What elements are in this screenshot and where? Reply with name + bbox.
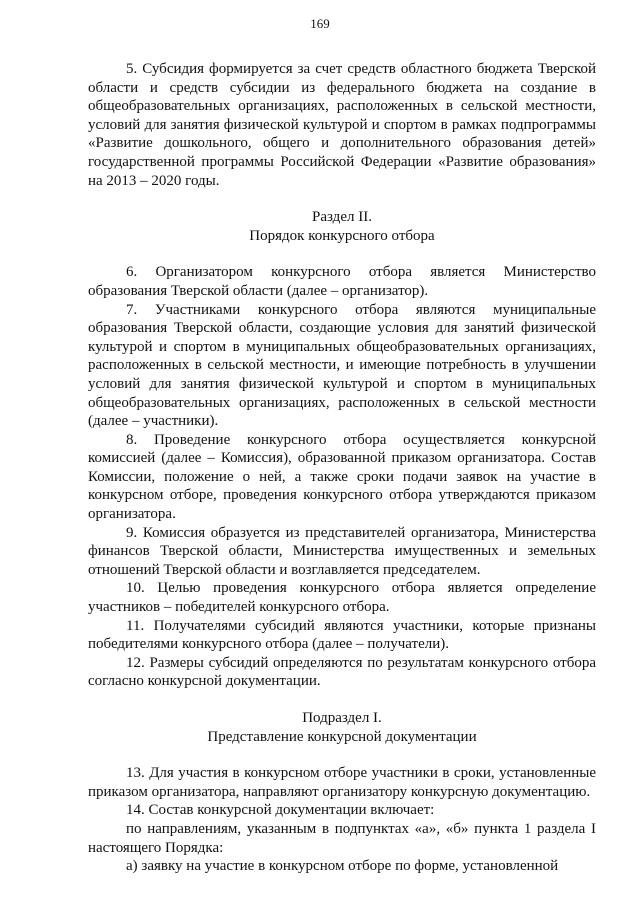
paragraph-12: 12. Размеры субсидий определяются по результатам конкурсного отбора согласно конкурсной документации.	[88, 654, 596, 690]
document-body	[88, 60, 596, 876]
paragraph-13: 13. Для участия в конкурсном отборе участники в сроки, установленные приказом организатора, направляют организатору конкурсную документацию.	[88, 765, 596, 800]
paragraph-5: 5. Субсидия формируется за счет средств областного бюджета Тверской области и средств субсидии из федерального бюджета на создание в общеобразовательных организациях, расположенных в сельской местности, условий для занятия физической культурой и спортом в рамках подпрограммы «Развитие дошкольного, общего и дополнительного образования детей» государственной программы Российской Федерации «Развитие образования» на 2013 – 2020 годы.	[88, 61, 596, 189]
paragraph-14-intro: по направлениям, указанным в подпунктах «а», «б» пункта 1 раздела I настоящего Порядка:	[88, 820, 596, 856]
spacer	[88, 245, 596, 263]
paragraph-11: 11. Получателями субсидий являются участники, которые признаны победителями конкурсного отбора (далее – получатели).	[88, 617, 596, 653]
paragraph-14-a: а) заявку на участие в конкурсном отборе по форме, установленной	[126, 858, 559, 875]
paragraph-8: 8. Проведение конкурсного отбора осуществляется конкурсной комиссией (далее – Комиссия), образованной приказом организатора. Состав Комиссии, положение о ней, а также сроки подачи заявок на участие в конкурсном отборе, проведения конкурсного отбора утверждаются приказом организатора.	[88, 431, 596, 523]
paragraph-7: 7. Участниками конкурсного отбора являются муниципальные образования Тверской области, создающие условия для занятий физической культурой и спортом в муниципальных общеобразовательных организациях, расположенных в сельской местности, и имеющие потребность в улучшении условий для занятия физической культурой и спортом в муниципальных общеобразовательных организациях, расположенных в сельской местности (далее – участники).	[88, 301, 596, 430]
paragraph-10: 10. Целью проведения конкурсного отбора является определение участников – победителей конкурсного отбора.	[88, 580, 596, 616]
section-label: Раздел II.	[312, 209, 372, 226]
subsection-title: Представление конкурсной документации	[207, 728, 477, 745]
subsection-label: Подраздел I.	[302, 710, 382, 726]
paragraph-14: 14. Состав конкурсной документации включает:	[126, 802, 435, 819]
spacer	[88, 746, 596, 764]
spacer	[88, 190, 596, 208]
spacer	[88, 691, 596, 709]
section-title: Порядок конкурсного отбора	[249, 227, 435, 244]
paragraph-9: 9. Комиссия образуется из представителей организатора, Министерства финансов Тверской области, Министерства имущественных и земельных отношений Тверской области и возглавляется председателем.	[88, 524, 596, 578]
paragraph-6: 6. Организатором конкурсного отбора является Министерство образования Тверской области (далее – организатор).	[88, 264, 596, 299]
page-number: 169	[310, 16, 330, 31]
